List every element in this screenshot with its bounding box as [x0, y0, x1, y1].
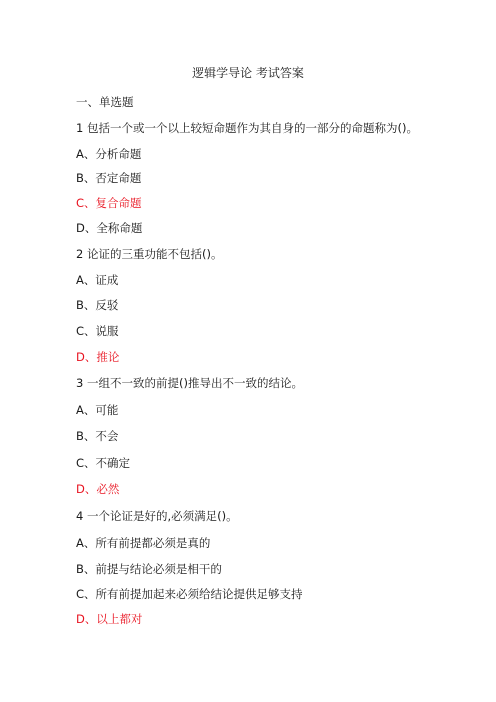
question-2-text: 2 论证的三重功能不包括()。: [76, 247, 223, 261]
question-2-option-a: A、证成: [76, 273, 119, 287]
question-3-text: 3 一组不一致的前提()推导出不一致的结论。: [76, 376, 303, 390]
question-1-option-b: B、否定命题: [76, 171, 142, 185]
question-4-option-c: C、所有前提加起来必须给结论提供足够支持: [76, 587, 303, 601]
question-2-option-c: C、说服: [76, 324, 119, 338]
question-4-option-a: A、所有前提都必须是真的: [76, 536, 211, 550]
question-1-text: 1 包括一个或一个以上较短命题作为其自身的一部分的命题称为()。: [76, 121, 418, 135]
section-heading: 一、单选题: [76, 95, 134, 109]
question-2-option-b: B、反驳: [76, 298, 119, 312]
question-1-option-d: D、全称命题: [76, 221, 143, 235]
question-3-option-b: B、不会: [76, 429, 119, 443]
question-4-option-b: B、前提与结论必须是相干的: [76, 562, 222, 576]
question-2-option-d-answer: D、推论: [76, 350, 120, 364]
question-4-option-d-answer: D、以上都对: [76, 612, 143, 626]
question-1-option-a: A、分析命题: [76, 147, 142, 161]
document-title: 逻辑学导论 考试答案: [192, 66, 304, 80]
question-3-option-c: C、不确定: [76, 456, 131, 470]
question-1-option-c-answer: C、复合命题: [76, 196, 142, 210]
question-4-text: 4 一个论证是好的,必须满足()。: [76, 509, 238, 523]
question-3-option-d-answer: D、必然: [76, 482, 120, 496]
question-3-option-a: A、可能: [76, 403, 119, 417]
